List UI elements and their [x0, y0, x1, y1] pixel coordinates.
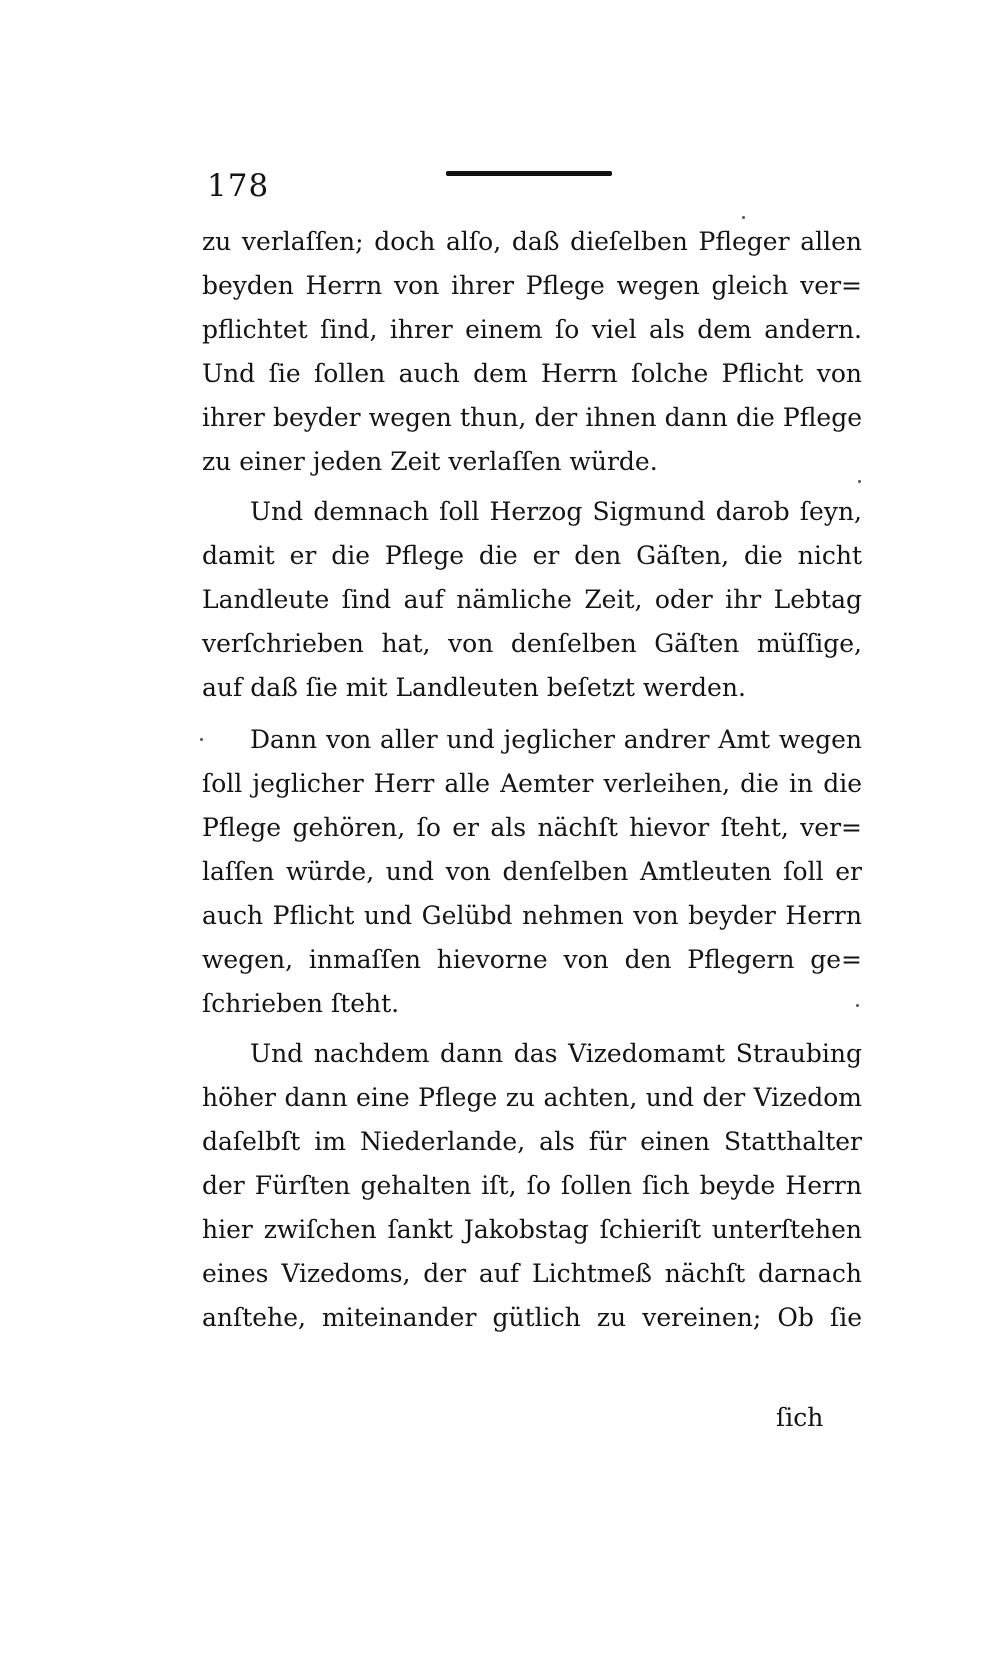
text-line: eines Vizedoms, der auf Lichtmeß nächſt darnach: [202, 1259, 862, 1288]
paragraph-4: [202, 1032, 862, 1340]
text-line: daſelbſt im Niederlande, als für einen Statthalter: [202, 1127, 862, 1156]
text-line: Und ſie ſollen auch dem Herrn ſolche Pflicht von: [202, 359, 862, 388]
text-line: damit er die Pflege die er den Gäſten, die nicht: [202, 541, 862, 570]
paragraph-1: [202, 220, 862, 484]
text-line: Dann von aller und jeglicher andrer Amt wegen: [250, 725, 862, 754]
print-speck: [200, 738, 203, 741]
header-rule: [446, 171, 612, 176]
text-line: laſſen würde, und von denſelben Amtleuten ſoll er: [202, 857, 862, 886]
catchword: ſich: [776, 1403, 824, 1432]
text-line: wegen, inmaſſen hievorne von den Pflegern ge=: [202, 945, 862, 974]
text-line: ihrer beyder wegen thun, der ihnen dann die Pflege: [202, 403, 862, 432]
text-line: beyden Herrn von ihrer Pflege wegen gleich ver=: [202, 271, 862, 300]
text-line: verſchrieben hat, von denſelben Gäſten müſſige,: [202, 629, 862, 658]
text-line: Und demnach ſoll Herzog Sigmund darob ſeyn,: [250, 497, 862, 526]
print-speck: [742, 216, 745, 219]
text-line: auf daß ſie mit Landleuten beſetzt werden.: [202, 673, 746, 702]
text-line: Landleute ſind auf nämliche Zeit, oder ihr Lebtag: [202, 585, 862, 614]
print-speck: [856, 1004, 859, 1007]
text-line: Pflege gehören, ſo er als nächſt hievor ſteht, ver=: [202, 813, 862, 842]
text-line: auch Pflicht und Gelübd nehmen von beyder Herrn: [202, 901, 862, 930]
paragraph-2: [202, 490, 862, 710]
text-line: hier zwiſchen ſankt Jakobstag ſchieriſt unterſtehen: [202, 1215, 862, 1244]
text-line: zu einer jeden Zeit verlaſſen würde.: [202, 447, 658, 476]
text-line: ſchrieben ſteht.: [202, 989, 400, 1018]
paragraph-3: [202, 718, 862, 1026]
text-line: pflichtet ſind, ihrer einem ſo viel als dem andern.: [202, 315, 862, 344]
text-line: anſtehe, miteinander gütlich zu vereinen; Ob ſie: [202, 1303, 862, 1332]
text-line: ſoll jeglicher Herr alle Aemter verleihen, die in die: [202, 769, 862, 798]
page-number: 178: [207, 168, 270, 204]
text-line: höher dann eine Pflege zu achten, und der Vizedom: [202, 1083, 862, 1112]
text-line: zu verlaſſen; doch alſo, daß dieſelben Pfleger allen: [202, 227, 862, 256]
text-line: Und nachdem dann das Vizedomamt Straubing: [250, 1039, 862, 1068]
text-line: der Fürſten gehalten iſt, ſo ſollen ſich beyde Herrn: [202, 1171, 862, 1200]
print-speck: [858, 480, 861, 483]
